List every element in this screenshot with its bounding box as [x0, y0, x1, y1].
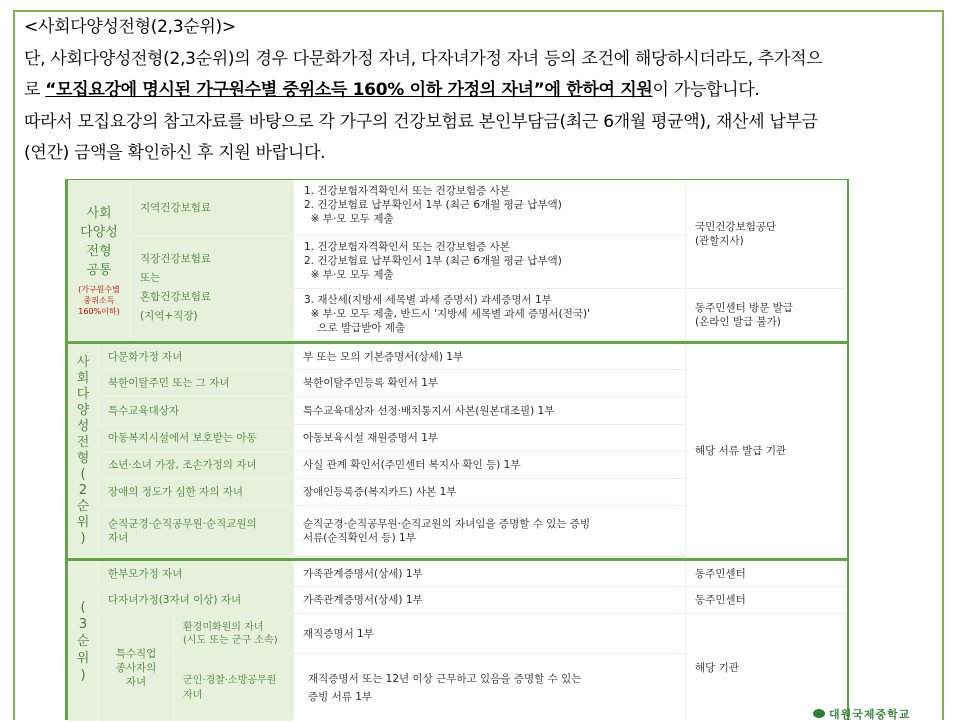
multi-child-issuer: 동주민센터 [686, 587, 847, 613]
rank2-row-label: 다문화가정 자녀 [99, 344, 293, 369]
rank2-row-doc: 아동보육시설 재원증명서 1부 [294, 425, 685, 451]
common-title-cell [68, 180, 130, 340]
sanitation-worker-label: 환경미화원의 자녀 (시도 또는 군구 소속) [174, 614, 293, 653]
sanitation-worker-doc: 재직증명서 1부 [294, 614, 685, 653]
rank2-row-doc: 부 또는 모의 기본증명서(상세) 1부 [294, 344, 685, 369]
intro-heading: <사회다양성전형(2,3순위)> [24, 17, 236, 37]
rank2-row-doc: 북한이탈주민등록 확인서 1부 [294, 370, 685, 396]
work-insurance-label: 직장건강보험료 또는 혼합건강보험료 (지역+직장) [131, 236, 293, 340]
rank3-title-cell [68, 561, 98, 721]
rank2-issuer: 해당 서류 발급 기관 [686, 344, 847, 557]
school-logo-text: 대원국제중학교 [829, 707, 911, 721]
multi-child-label: 다자녀가정(3자녀 이상) 자녀 [99, 587, 293, 613]
rank2-title: 사 회 다 양 성 전 형 ( 2 순 위 ) [76, 354, 90, 546]
single-parent-doc: 가족관계증명서(상세) 1부 [294, 561, 685, 586]
rank2-row-label: 소년·소녀 가장, 조손가정의 자녀 [99, 452, 293, 478]
rank2-row-doc: 순직군경·순직공무원·순직교원의 자녀임을 증명할 수 있는 증빙 서류(순직확인서 등) 1부 [294, 506, 685, 555]
rank2-title-cell [68, 344, 98, 557]
intro-line-3 [24, 75, 939, 107]
common-note: (가구원수별 중위소득 160%이하) [78, 284, 120, 316]
common-issuer-1: 국민건강보험공단 (관할지사) [686, 180, 847, 288]
single-parent-label: 한부모가정 자녀 [99, 561, 293, 586]
common-issuer-2: 동주민센터 방문 발급 (온라인 발급 불가) [686, 289, 847, 340]
rank3-title: ( 3 순 위 ) [76, 599, 90, 683]
intro-line-4: 따라서 모집요강의 참고자료를 바탕으로 각 가구의 건강보험료 본인부담금(최근 6개월 평균액), 재산세 납부금 [24, 111, 818, 132]
intro-highlight: “모집요강에 명시된 가구원수별 중위소득 160% 이하 가정의 자녀”에 한하여 지원 [45, 80, 653, 100]
common-title: 사회 다양성 전형 공통 [80, 205, 118, 278]
local-insurance-docs: 1. 건강보험자격확인서 또는 건강보험증 사본 2. 건강보험료 납부확인서 1부 (최근 6개월 평균 납부액) ※ 부·모 모두 제출 [294, 180, 685, 235]
school-logo [813, 707, 945, 720]
rank2-row-doc: 장애인등록증(복지카드) 사본 1부 [294, 479, 685, 505]
intro-line-5: (연간) 금액을 확인하신 후 지원 바랍니다. [24, 143, 326, 163]
work-insurance-docs: 1. 건강보험자격확인서 또는 건강보험증 사본 2. 건강보험료 납부확인서 1부 (최근 6개월 평균 납부액) ※ 부·모 모두 제출 [294, 236, 685, 288]
intro-text [24, 12, 939, 170]
multi-child-doc: 가족관계증명서(상세) 1부 [294, 587, 685, 613]
rank2-row-label: 아동복지시설에서 보호받는 아동 [99, 425, 293, 451]
rank2-row-label: 장애의 정도가 심한 자의 자녀 [99, 479, 293, 505]
public-safety-label: 군인·경찰·소방공무원 자녀 [174, 654, 293, 721]
special-occupation-label: 특수직업 종사자의 자녀 [99, 614, 173, 721]
rank2-row-label: 북한이탈주민 또는 그 자녀 [99, 370, 293, 396]
intro-line-3-pre: 로 [24, 80, 46, 100]
public-safety-doc: 재직증명서 또는 12년 이상 근무하고 있음을 증명할 수 있는 증빙 서류 1부 [294, 654, 685, 721]
rank3-issuer: 해당 기관 [686, 614, 847, 721]
rank2-row-doc: 특수교육대상자 선정·배치통지서 사본(원본대조필) 1부 [294, 397, 685, 424]
property-tax-docs: 3. 재산세(지방세 세목별 과세 증명서) 과세증명서 1부 ※ 부·모 모두 제출, 반드시 '지방세 세목별 과세 증명서(전국)' 으로 발급받아 제출 [294, 289, 685, 340]
single-parent-issuer: 동주민센터 [686, 561, 847, 586]
intro-line-3-post: 이 가능합니다. [652, 80, 760, 100]
school-emblem-icon [813, 709, 825, 718]
rank2-row-label: 순직군경·순직공무원·순직교원의 자녀 [99, 506, 293, 555]
rank2-row-label: 특수교육대상자 [99, 397, 293, 424]
rank2-row-doc: 사실 관계 확인서(주민센터 복지사 확인 등) 1부 [294, 452, 685, 478]
document-table [65, 179, 849, 720]
intro-line-2: 단, 사회다양성전형(2,3순위)의 경우 다문화가정 자녀, 다자녀가정 자녀 등의 조건에 해당하시더라도, 추가적으 [24, 48, 823, 69]
local-insurance-label: 지역건강보험료 [131, 180, 293, 235]
